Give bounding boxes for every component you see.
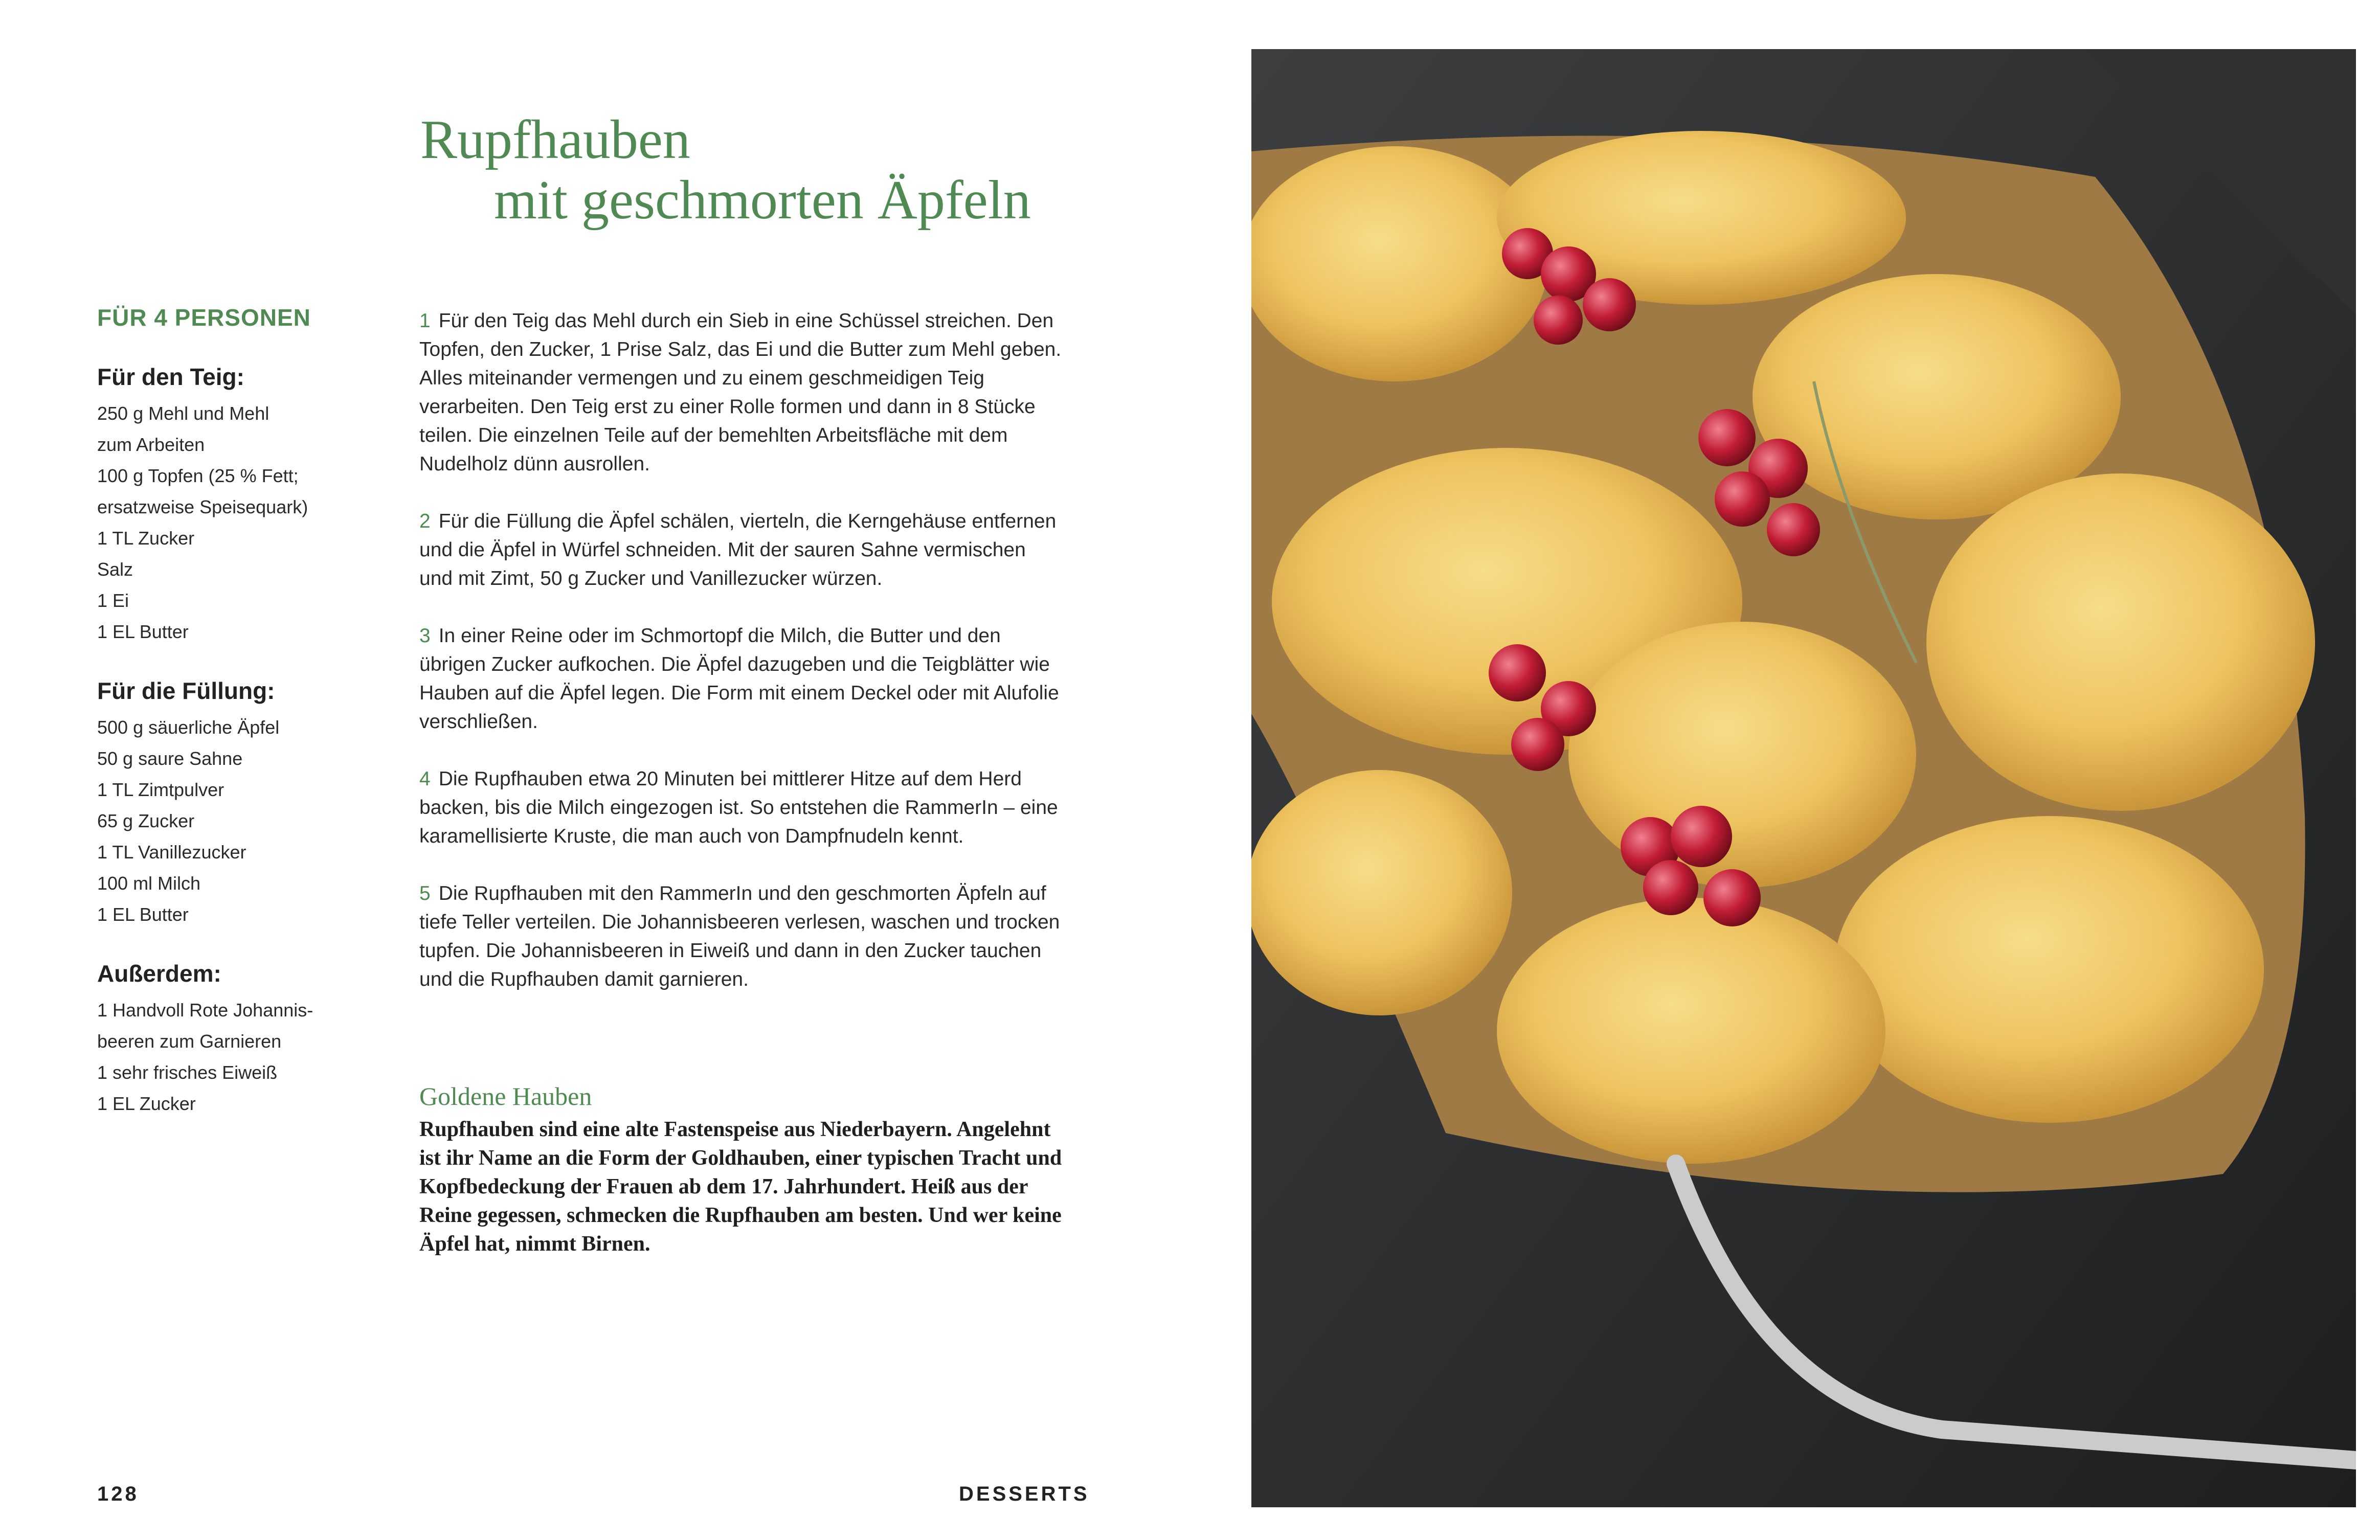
ingredient-section-title: Für die Füllung: — [97, 677, 275, 704]
title-line-2: mit geschmorten Äpfeln — [494, 170, 1031, 231]
step-text: Die Rupfhauben etwa 20 Minuten bei mittlerer Hitze auf dem Herd backen, bis die Milch eingezogen ist. So entstehen die RammerIn – eine karamellisierte Kruste, die man auch von Dampfnudeln kennt. — [419, 768, 1058, 847]
page-number: 128 — [97, 1483, 139, 1505]
ingredient-list — [97, 994, 363, 1119]
dough-pocket — [1926, 473, 2315, 811]
step-number: 1 — [419, 310, 431, 332]
ingredient-item: 1 EL Butter — [97, 621, 189, 642]
currant-berry — [1583, 278, 1636, 331]
section-label: DESSERTS — [959, 1483, 1090, 1505]
title-line-1: Rupfhauben — [420, 109, 690, 170]
ingredient-item: 65 g Zucker — [97, 810, 195, 831]
step-text: Für den Teig das Mehl durch ein Sieb in eine Schüssel streichen. Den Topfen, den Zucker, 1 Prise Salz, das Ei und die Butter zum Mehl geben. Alles miteinander vermengen und zu einem geschmeidigen Teig verarbeiten. Den Teig erst zu einer Rolle formen und dann in 8 Stücke teilen. Die einzelnen Teile auf der bemehlten Arbeitsfläche mit dem Nudelholz dünn ausrollen. — [419, 310, 1062, 475]
currant-berry — [1511, 718, 1564, 771]
step-text: Für die Füllung die Äpfel schälen, vierteln, die Kerngehäuse entfernen und die Äpfel in Würfel schneiden. Mit der sauren Sahne vermischen und mit Zimt, 50 g Zucker und Vanillezucker würzen. — [419, 510, 1057, 590]
ingredient-section-extras — [97, 960, 363, 1119]
ingredient-list — [97, 398, 363, 647]
dough-pocket — [1251, 770, 1512, 1015]
currant-berry — [1489, 644, 1546, 701]
ingredient-item: 50 g saure Sahne — [97, 748, 243, 769]
recipe-title — [420, 110, 1031, 231]
dough-pocket — [1568, 622, 1916, 888]
instruction-step — [419, 307, 1064, 479]
currant-berry — [1643, 860, 1698, 915]
step-number: 4 — [419, 768, 431, 790]
ingredient-item: 1 TL Zucker — [97, 528, 195, 549]
instruction-step — [419, 879, 1064, 994]
step-number: 3 — [419, 625, 431, 647]
ingredient-item: 1 EL Zucker — [97, 1093, 196, 1114]
ingredient-item: 500 g säuerliche Äpfel — [97, 717, 280, 738]
ingredient-item: 1 sehr frisches Eiweiß — [97, 1062, 278, 1083]
dough-pocket — [1834, 816, 2264, 1123]
ingredient-item: zum Arbeiten — [97, 434, 205, 455]
ingredient-list — [97, 712, 363, 930]
ingredient-item: 100 ml Milch — [97, 873, 201, 894]
step-text: In einer Reine oder im Schmortopf die Milch, die Butter und den übrigen Zucker aufkochen. Die Äpfel dazugeben und die Teigblätter wie Hauben auf die Äpfel legen. Die Form mit einem Deckel oder mit Alufolie verschließen. — [419, 625, 1059, 733]
ingredient-section-filling — [97, 677, 363, 930]
ingredient-item: 250 g Mehl und Mehl — [97, 403, 270, 424]
currant-berry — [1534, 296, 1583, 345]
ingredients-column — [97, 304, 363, 1149]
step-text: Die Rupfhauben mit den RammerIn und den geschmorten Äpfeln auf tiefe Teller verteilen. Die Johannisbeeren verlesen, waschen und trocken tupfen. Die Johannisbeeren in Eiweiß und dann in den Zucker tauchen und die Rupfhauben damit garnieren. — [419, 882, 1060, 990]
instruction-step — [419, 507, 1064, 593]
currant-berry — [1698, 409, 1756, 466]
instructions-column — [419, 307, 1064, 1023]
dish-photo — [1251, 49, 2356, 1507]
dough-pocket — [1497, 898, 1885, 1164]
servings-label: FÜR 4 PERSONEN — [97, 304, 311, 331]
currant-berry — [1703, 869, 1761, 926]
ingredient-item: 1 TL Zimtpulver — [97, 779, 224, 800]
note-title: Goldene Hauben — [419, 1082, 592, 1111]
ingredient-item: Salz — [97, 559, 133, 580]
instruction-step — [419, 622, 1064, 736]
ingredient-item: ersatzweise Speisequark) — [97, 496, 308, 517]
ingredient-item: 1 Handvoll Rote Johannis- — [97, 1000, 313, 1021]
currant-berry — [1767, 503, 1820, 556]
ingredient-item: 1 Ei — [97, 590, 129, 611]
dish-illustration — [1251, 49, 2356, 1507]
ingredient-item: 1 EL Butter — [97, 904, 189, 925]
note-text: Rupfhauben sind eine alte Fastenspeise aus Niederbayern. Angelehnt ist ihr Name an die Form der Goldhauben, einer typischen Tracht und Kopfbedeckung der Frauen ab dem 17. Jahrhundert. Heiß aus der Reine gegessen, schmecken die Rupfhauben am besten. Und wer keine Äpfel hat, nimmt Birnen. — [419, 1118, 1062, 1256]
ingredient-item: beeren zum Garnieren — [97, 1031, 282, 1052]
instruction-step — [419, 765, 1064, 851]
step-number: 2 — [419, 510, 431, 532]
ingredient-item: 100 g Topfen (25 % Fett; — [97, 465, 299, 486]
sidebar-note — [419, 1081, 1069, 1258]
ingredient-section-title: Für den Teig: — [97, 364, 244, 390]
dough-pocket — [1251, 146, 1548, 381]
step-number: 5 — [419, 882, 431, 904]
ingredient-section-dough — [97, 363, 363, 647]
ingredient-item: 1 TL Vanillezucker — [97, 842, 246, 863]
currant-berry — [1715, 471, 1770, 527]
currant-berry — [1671, 806, 1732, 867]
ingredient-section-title: Außerdem: — [97, 960, 221, 987]
